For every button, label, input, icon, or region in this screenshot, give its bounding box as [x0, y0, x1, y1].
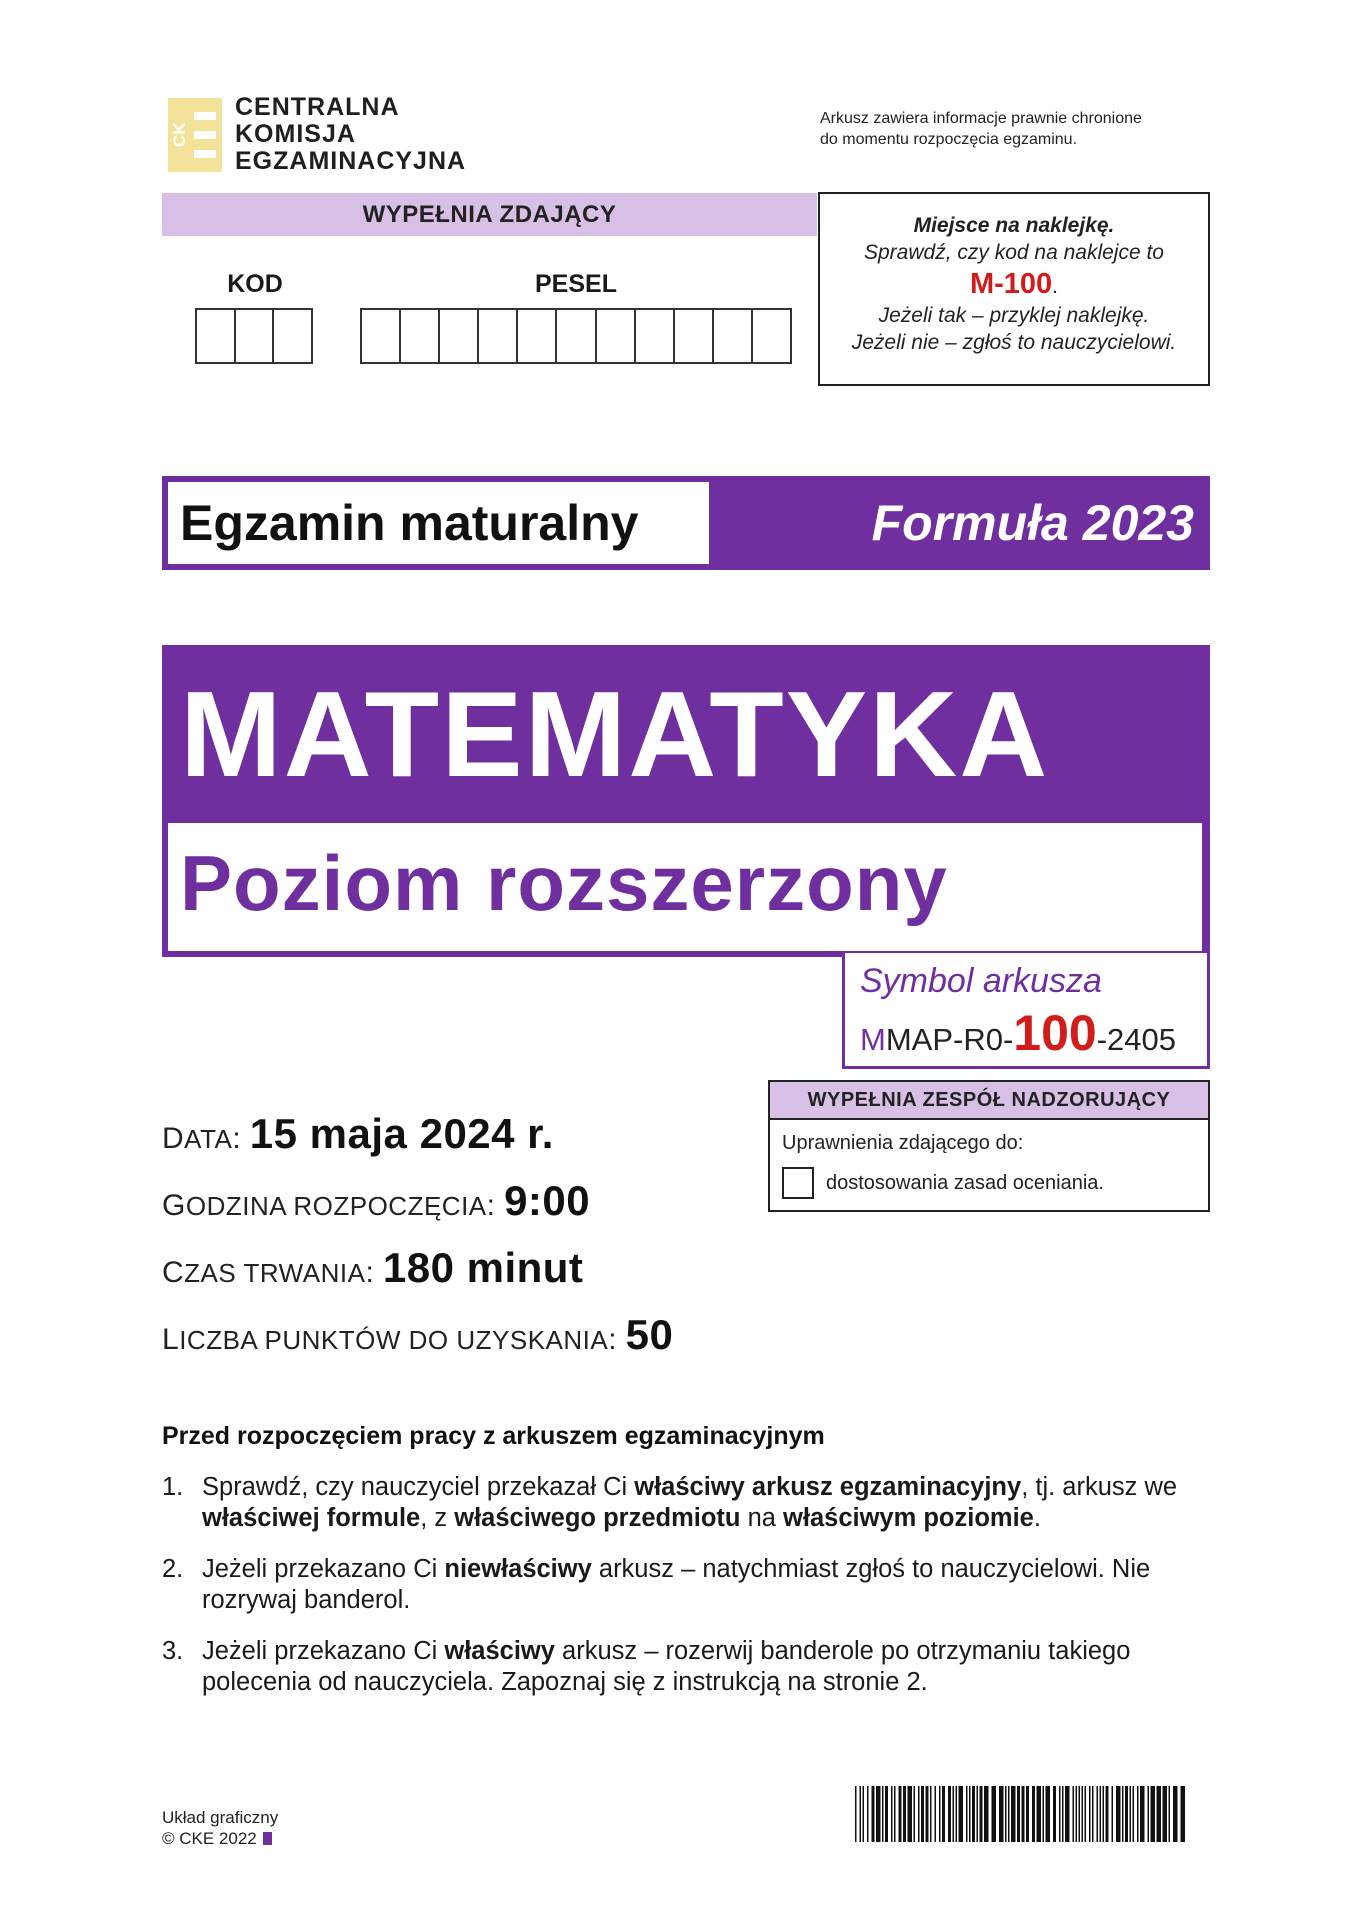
barcode-bar	[1046, 1786, 1051, 1842]
barcode-bar	[1065, 1786, 1070, 1842]
barcode-bar	[959, 1786, 964, 1842]
pesel-cell[interactable]	[401, 310, 440, 362]
barcode-bar	[939, 1786, 941, 1842]
supervisor-line: Uprawnienia zdającego do:	[782, 1132, 1024, 1154]
barcode-bar	[992, 1786, 997, 1842]
kod-cell[interactable]	[236, 310, 275, 362]
sticker-title: Miejsce na naklejkę.	[913, 214, 1115, 237]
kod-input-boxes[interactable]	[195, 308, 313, 364]
adjustment-option-label: dostosowania zasad oceniania.	[826, 1172, 1104, 1194]
barcode-bar	[1073, 1786, 1075, 1842]
barcode-bar	[984, 1786, 989, 1842]
barcode-bar	[1100, 1786, 1102, 1842]
barcode-bar	[1173, 1786, 1178, 1842]
sticker-code: M-100	[969, 268, 1053, 300]
instruction-number: 2.	[162, 1555, 184, 1583]
barcode-bar	[930, 1786, 932, 1842]
barcode-bar	[956, 1786, 958, 1842]
barcode-bar	[1053, 1786, 1056, 1842]
sticker-code-suffix: .	[1052, 275, 1059, 298]
barcode-bar	[942, 1786, 945, 1842]
barcode-bar	[1022, 1786, 1025, 1842]
barcode-bar	[948, 1786, 951, 1842]
exam-date-line	[162, 1110, 554, 1158]
duration-label-rest: ZAS TRWANIA	[184, 1258, 366, 1288]
footer-credit	[162, 1807, 278, 1849]
barcode-bar	[1076, 1786, 1078, 1842]
sticker-placeholder	[818, 192, 1210, 386]
barcode-bar	[953, 1786, 955, 1842]
barcode-bar	[1148, 1786, 1150, 1842]
barcode-bar	[1103, 1786, 1105, 1842]
barcode-bar	[1089, 1786, 1091, 1842]
barcode-bar	[1151, 1786, 1156, 1842]
pesel-cell[interactable]	[753, 310, 790, 362]
barcode-bar	[1116, 1786, 1121, 1842]
points-label-rest: ICZBA PUNKTÓW DO UZYSKANIA	[179, 1325, 609, 1355]
subject-level: Poziom rozszerzony	[180, 839, 948, 927]
instruction-text: Sprawdź, czy nauczyciel przekazał Ci właściwy arkusz egzaminacyjny, tj. arkusz we właściwej formule, z właściwego przedmiotu na właściwym poziomie.	[202, 1473, 1178, 1532]
barcode-bar	[1097, 1786, 1099, 1842]
logo-mark-text: CK	[170, 122, 189, 148]
start-label-colon: :	[486, 1189, 496, 1222]
symbol-number: 100	[1013, 1005, 1097, 1061]
cke-logo-text	[235, 94, 466, 175]
points-value: 50	[625, 1311, 674, 1358]
barcode-bar	[966, 1786, 968, 1842]
points-label-colon: :	[608, 1323, 618, 1356]
symbol-prefix: MAP-R0-	[885, 1022, 1014, 1057]
pesel-cell[interactable]	[518, 310, 557, 362]
barcode-bar	[908, 1786, 913, 1842]
barcode-bar	[999, 1786, 1004, 1842]
pesel-cell[interactable]	[714, 310, 753, 362]
barcode-bar	[872, 1786, 875, 1842]
barcode-bar	[969, 1786, 971, 1842]
barcode-bar	[1163, 1786, 1168, 1842]
barcode-bar	[860, 1786, 862, 1842]
barcode-bar	[1169, 1786, 1171, 1842]
sticker-line-1: Sprawdź, czy kod na naklejce to	[864, 241, 1164, 264]
barcode-bar	[1157, 1786, 1162, 1842]
barcode-bar	[867, 1786, 869, 1842]
barcode-bar	[1037, 1786, 1042, 1842]
pesel-cell[interactable]	[597, 310, 636, 362]
barcode-bar	[1079, 1786, 1081, 1842]
date-label-rest: ATA	[184, 1124, 233, 1154]
kod-cell[interactable]	[197, 310, 236, 362]
exam-formula: Formuła 2023	[871, 495, 1194, 551]
supervisor-heading: WYPEŁNIA ZESPÓŁ NADZORUJĄCY	[770, 1082, 1208, 1120]
barcode-bar	[1011, 1786, 1016, 1842]
start-label-cap: G	[162, 1189, 186, 1222]
barcode-bar	[1112, 1786, 1114, 1842]
sticker-line-2: Jeżeli tak – przyklej naklejkę.	[878, 304, 1150, 327]
start-label-rest: ODZINA ROZPOCZĘCIA	[185, 1191, 487, 1221]
barcode-bar	[1017, 1786, 1020, 1842]
barcode-bar	[903, 1786, 906, 1842]
barcode-bar	[972, 1786, 975, 1842]
exam-date-value: 15 maja 2024 r.	[249, 1110, 554, 1157]
barcode-bar	[1032, 1786, 1035, 1842]
barcode-bar	[1026, 1786, 1029, 1842]
barcode-bar	[1130, 1786, 1132, 1842]
barcode-bar	[891, 1786, 893, 1842]
instruction-number: 3.	[162, 1637, 184, 1665]
footer-line-1: Układ graficzny	[162, 1808, 279, 1827]
sticker-line-3: Jeżeli nie – zgłoś to nauczycielowi.	[851, 331, 1177, 354]
kod-cell[interactable]	[274, 310, 311, 362]
logo-line-1: CENTRALNA	[235, 93, 400, 121]
logo-line-3: EGZAMINACYJNA	[235, 147, 467, 175]
pesel-label: PESEL	[535, 270, 617, 298]
pesel-input-boxes[interactable]	[360, 308, 792, 364]
instruction-item	[162, 1636, 1202, 1698]
barcode-bar	[1043, 1786, 1045, 1842]
barcode-bar	[1062, 1786, 1064, 1842]
duration-value: 180 minut	[382, 1244, 584, 1291]
instructions-title: Przed rozpoczęciem pracy z arkuszem egzaminacyjnym	[162, 1422, 825, 1450]
footer-purple-square	[263, 1832, 272, 1845]
barcode-bar	[863, 1786, 865, 1842]
barcode-bar	[899, 1786, 902, 1842]
barcode-bar	[1106, 1786, 1109, 1842]
pesel-cell[interactable]	[675, 310, 714, 362]
instruction-number: 1.	[162, 1473, 184, 1501]
barcode-bar	[882, 1786, 884, 1842]
instruction-item	[162, 1554, 1202, 1616]
adjustment-checkbox[interactable]	[782, 1167, 814, 1199]
barcode-bar	[894, 1786, 896, 1842]
barcode-bar	[885, 1786, 888, 1842]
barcode-bar	[1140, 1786, 1145, 1842]
points-label-cap: L	[162, 1323, 180, 1356]
barcode-bar	[1122, 1786, 1124, 1842]
pesel-cell[interactable]	[479, 310, 518, 362]
footer-line-2: © CKE 2022	[162, 1829, 257, 1848]
points-line	[162, 1311, 673, 1359]
instruction-text: Jeżeli przekazano Ci niewłaściwy arkusz – natychmiast zgłoś to nauczycielowi. Nie rozrywaj banderol.	[202, 1555, 1151, 1614]
barcode-bar	[855, 1786, 857, 1842]
barcode-bar	[1133, 1786, 1135, 1842]
start-time-line	[162, 1177, 590, 1225]
barcode-bar	[977, 1786, 979, 1842]
pesel-cell[interactable]	[636, 310, 675, 362]
barcode-bar	[921, 1786, 924, 1842]
barcode-bar	[1005, 1786, 1007, 1842]
subject-title: MATEMATYKA	[180, 666, 1050, 802]
kod-label: KOD	[227, 270, 283, 298]
barcode-bar	[918, 1786, 920, 1842]
barcode-bar	[914, 1786, 916, 1842]
legal-notice	[820, 108, 1142, 150]
barcode	[855, 1786, 1185, 1842]
pesel-cell[interactable]	[440, 310, 479, 362]
student-fill-heading: WYPEŁNIA ZDAJĄCY	[162, 193, 817, 236]
duration-line	[162, 1244, 583, 1292]
symbol-prefix-m: M	[860, 1022, 886, 1057]
duration-label-colon: :	[365, 1256, 375, 1289]
barcode-bar	[876, 1786, 881, 1842]
logo-e-shape	[194, 98, 222, 172]
barcode-bar	[1082, 1786, 1084, 1842]
barcode-bar	[1085, 1786, 1087, 1842]
barcode-bar	[1181, 1786, 1186, 1842]
start-time-value: 9:00	[504, 1177, 591, 1224]
cke-logo-mark	[168, 98, 222, 172]
barcode-bar	[1092, 1786, 1094, 1842]
symbol-label: Symbol arkusza	[860, 962, 1102, 1000]
instruction-item	[162, 1472, 1202, 1534]
notice-line-1: Arkusz zawiera informacje prawnie chronione	[820, 110, 1142, 127]
barcode-bar	[1059, 1786, 1061, 1842]
pesel-cell[interactable]	[362, 310, 401, 362]
symbol-suffix: -2405	[1096, 1022, 1177, 1057]
instruction-text: Jeżeli przekazano Ci właściwy arkusz – rozerwij banderole po otrzymaniu takiego polecenia od nauczyciela. Zapoznaj się z instrukcją na stronie 2.	[202, 1637, 1131, 1696]
instructions-list	[162, 1472, 1202, 1718]
logo-line-2: KOMISJA	[235, 120, 356, 148]
barcode-bar	[980, 1786, 983, 1842]
duration-label-cap: C	[162, 1256, 185, 1289]
barcode-bar	[1137, 1786, 1139, 1842]
barcode-bar	[935, 1786, 937, 1842]
date-label-colon: :	[232, 1122, 242, 1155]
barcode-bar	[926, 1786, 929, 1842]
barcode-bar	[1125, 1786, 1128, 1842]
notice-line-2: do momentu rozpoczęcia egzaminu.	[820, 131, 1078, 148]
pesel-cell[interactable]	[557, 310, 596, 362]
symbol-code	[860, 1005, 1176, 1068]
barcode-bar	[1008, 1786, 1010, 1842]
exam-banner-title: Egzamin maturalny	[168, 482, 709, 564]
date-label-cap: D	[162, 1122, 185, 1155]
